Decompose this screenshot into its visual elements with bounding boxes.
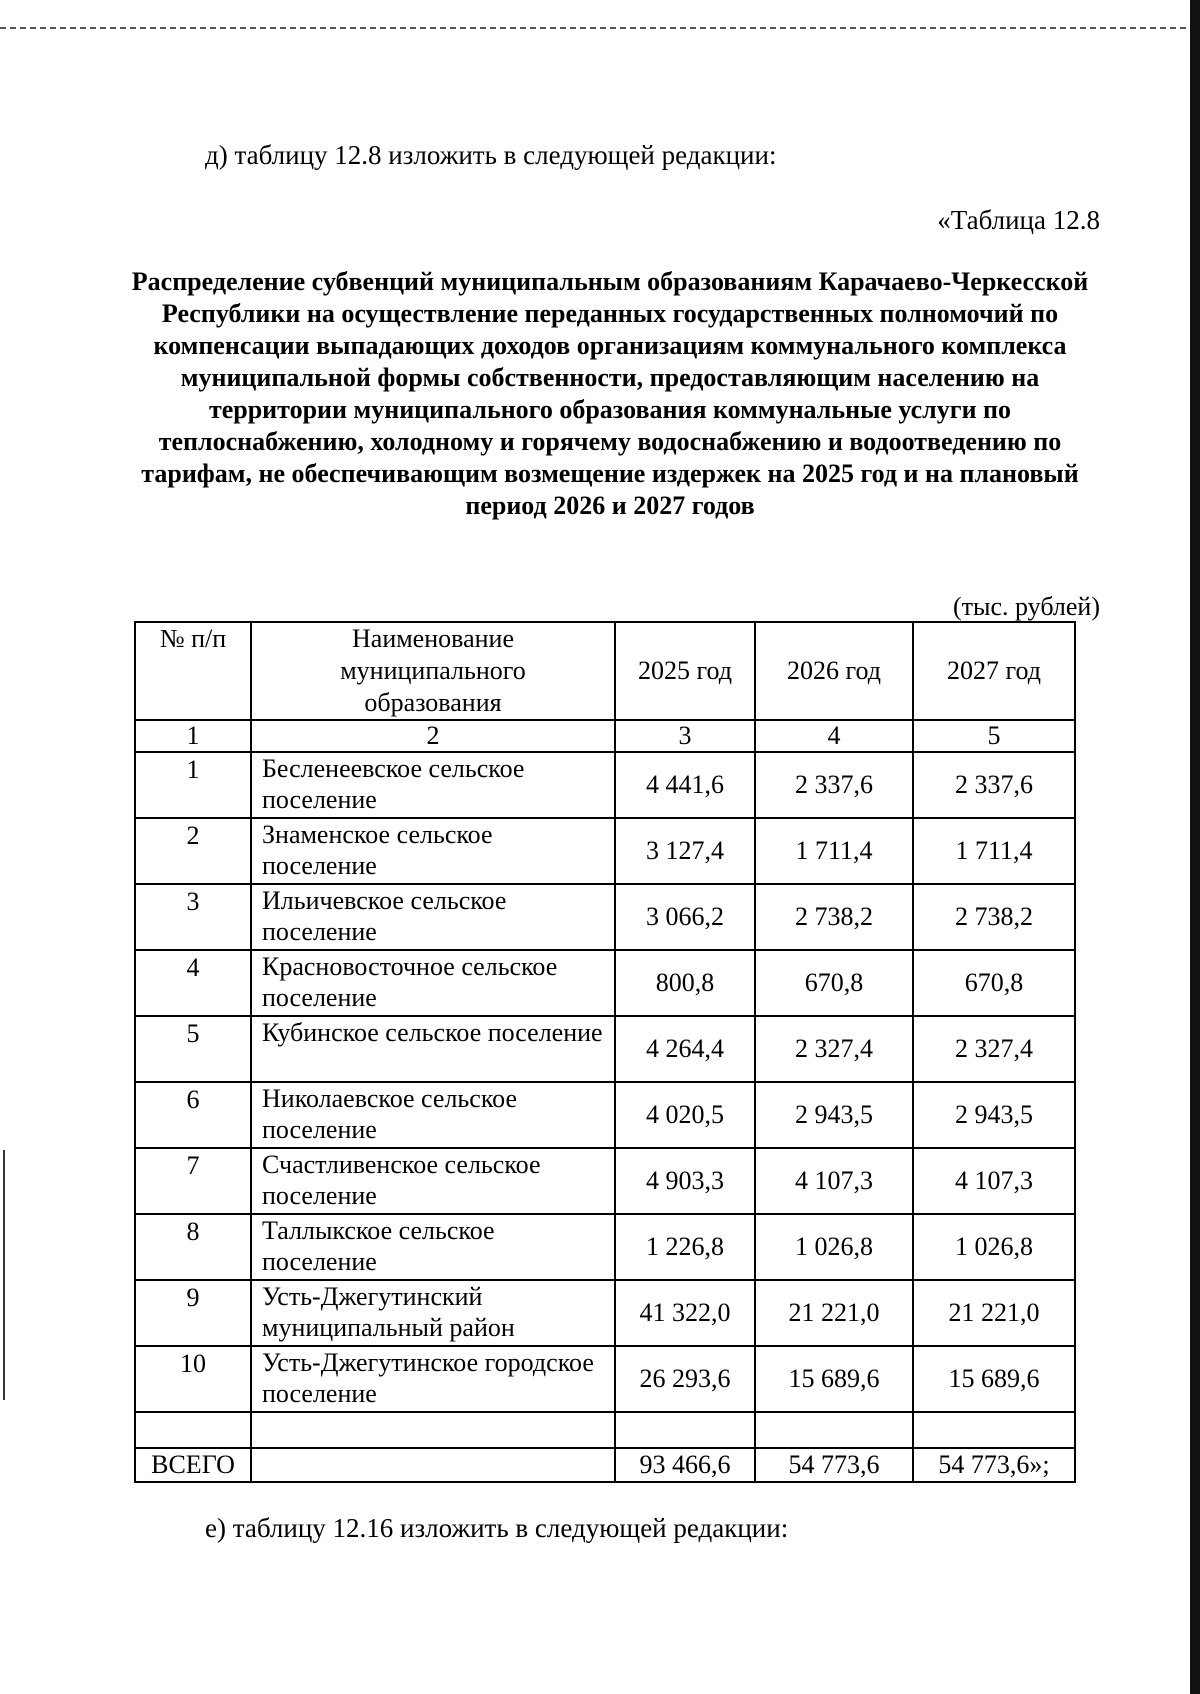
table-row [135,1082,1075,1148]
row-number: 10 [135,1346,251,1412]
value-2025: 1 226,8 [615,1214,755,1280]
value-2025: 4 264,4 [615,1016,755,1082]
total-label: ВСЕГО [135,1448,251,1482]
value-2027: 2 738,2 [913,884,1075,950]
table-row [135,1148,1075,1214]
empty-cell [251,1412,615,1448]
total-2027: 54 773,6»; [913,1448,1075,1482]
row-number: 5 [135,1016,251,1082]
value-2025: 41 322,0 [615,1280,755,1346]
column-number: 3 [615,720,755,752]
empty-cell [135,1412,251,1448]
units-label: (тыс. рублей) [952,592,1100,621]
empty-row [135,1412,1075,1448]
value-2027: 15 689,6 [913,1346,1075,1412]
municipality-name: Усть-Джегутинский муниципальный район [251,1280,615,1346]
header-municipality-name: Наименование муниципального образования [251,622,615,720]
municipality-name: Кубинское сельское поселение [251,1016,615,1082]
header-2025: 2025 год [615,622,755,720]
row-number: 7 [135,1148,251,1214]
table-row [135,1280,1075,1346]
header-number: № п/п [135,622,251,720]
municipality-name: Николаевское сельское поселение [251,1082,615,1148]
municipality-name: Усть-Джегутинское городское поселение [251,1346,615,1412]
total-2025: 93 466,6 [615,1448,755,1482]
table-row [135,1346,1075,1412]
municipality-name: Бесленеевское сельское поселение [251,752,615,818]
subvention-table [134,621,1076,1483]
value-2026: 2 337,6 [755,752,913,818]
total-2026: 54 773,6 [755,1448,913,1482]
outro-line: е) таблицу 12.16 изложить в следующей редакции: [205,1513,789,1543]
table-row [135,752,1075,818]
value-2025: 4 020,5 [615,1082,755,1148]
row-number: 1 [135,752,251,818]
total-row [135,1448,1075,1482]
header-2027: 2027 год [913,622,1075,720]
row-number: 6 [135,1082,251,1148]
municipality-name: Счастливенское сельское поселение [251,1148,615,1214]
value-2027: 4 107,3 [913,1148,1075,1214]
row-number: 8 [135,1214,251,1280]
value-2026: 1 711,4 [755,818,913,884]
intro-line: д) таблицу 12.8 изложить в следующей редакции: [205,140,777,170]
municipality-name: Знаменское сельское поселение [251,818,615,884]
scan-left-mark [3,1150,5,1400]
value-2026: 15 689,6 [755,1346,913,1412]
value-2027: 1 026,8 [913,1214,1075,1280]
row-number: 3 [135,884,251,950]
table-label: «Таблица 12.8 [937,205,1100,235]
row-number: 9 [135,1280,251,1346]
column-number: 1 [135,720,251,752]
value-2025: 3 066,2 [615,884,755,950]
value-2027: 1 711,4 [913,818,1075,884]
value-2026: 670,8 [755,950,913,1016]
table-row [135,1214,1075,1280]
value-2027: 670,8 [913,950,1075,1016]
scan-top-dashed-line [0,27,1186,29]
value-2025: 3 127,4 [615,818,755,884]
empty-cell [615,1412,755,1448]
table-row [135,884,1075,950]
table-row [135,1016,1075,1082]
value-2027: 2 327,4 [913,1016,1075,1082]
column-number: 4 [755,720,913,752]
value-2025: 4 441,6 [615,752,755,818]
scan-right-edge [1190,0,1200,1694]
column-numbers-row [135,720,1075,752]
table-row [135,818,1075,884]
table-row [135,950,1075,1016]
header-2026: 2026 год [755,622,913,720]
column-number: 2 [251,720,615,752]
value-2025: 800,8 [615,950,755,1016]
municipality-name: Ильичевское сельское поселение [251,884,615,950]
value-2026: 4 107,3 [755,1148,913,1214]
municipality-name: Красновосточное сельское поселение [251,950,615,1016]
value-2027: 21 221,0 [913,1280,1075,1346]
value-2025: 26 293,6 [615,1346,755,1412]
value-2026: 21 221,0 [755,1280,913,1346]
value-2027: 2 337,6 [913,752,1075,818]
row-number: 2 [135,818,251,884]
column-number: 5 [913,720,1075,752]
total-name [251,1448,615,1482]
empty-cell [755,1412,913,1448]
municipality-name: Таллыкское сельское поселение [251,1214,615,1280]
value-2025: 4 903,3 [615,1148,755,1214]
table-header-row [135,622,1075,720]
document-title: Распределение субвенций муниципальным образованиям Карачаево-Черкесской Республики на осуществление переданных государственных полномочий по компенсации выпадающих доходов организациям коммунального комплекса муниципальной формы собственности, предоставляющим населению на территории муниципального образования коммунальные услуги по теплоснабжению, холодному и горячему водоснабжению и водоотведению по тарифам, не обеспечивающим возмещение издержек на 2025 год и на плановый период 2026 и 2027 годов [131,267,1089,520]
row-number: 4 [135,950,251,1016]
empty-cell [913,1412,1075,1448]
value-2027: 2 943,5 [913,1082,1075,1148]
value-2026: 2 327,4 [755,1016,913,1082]
value-2026: 2 738,2 [755,884,913,950]
value-2026: 2 943,5 [755,1082,913,1148]
value-2026: 1 026,8 [755,1214,913,1280]
